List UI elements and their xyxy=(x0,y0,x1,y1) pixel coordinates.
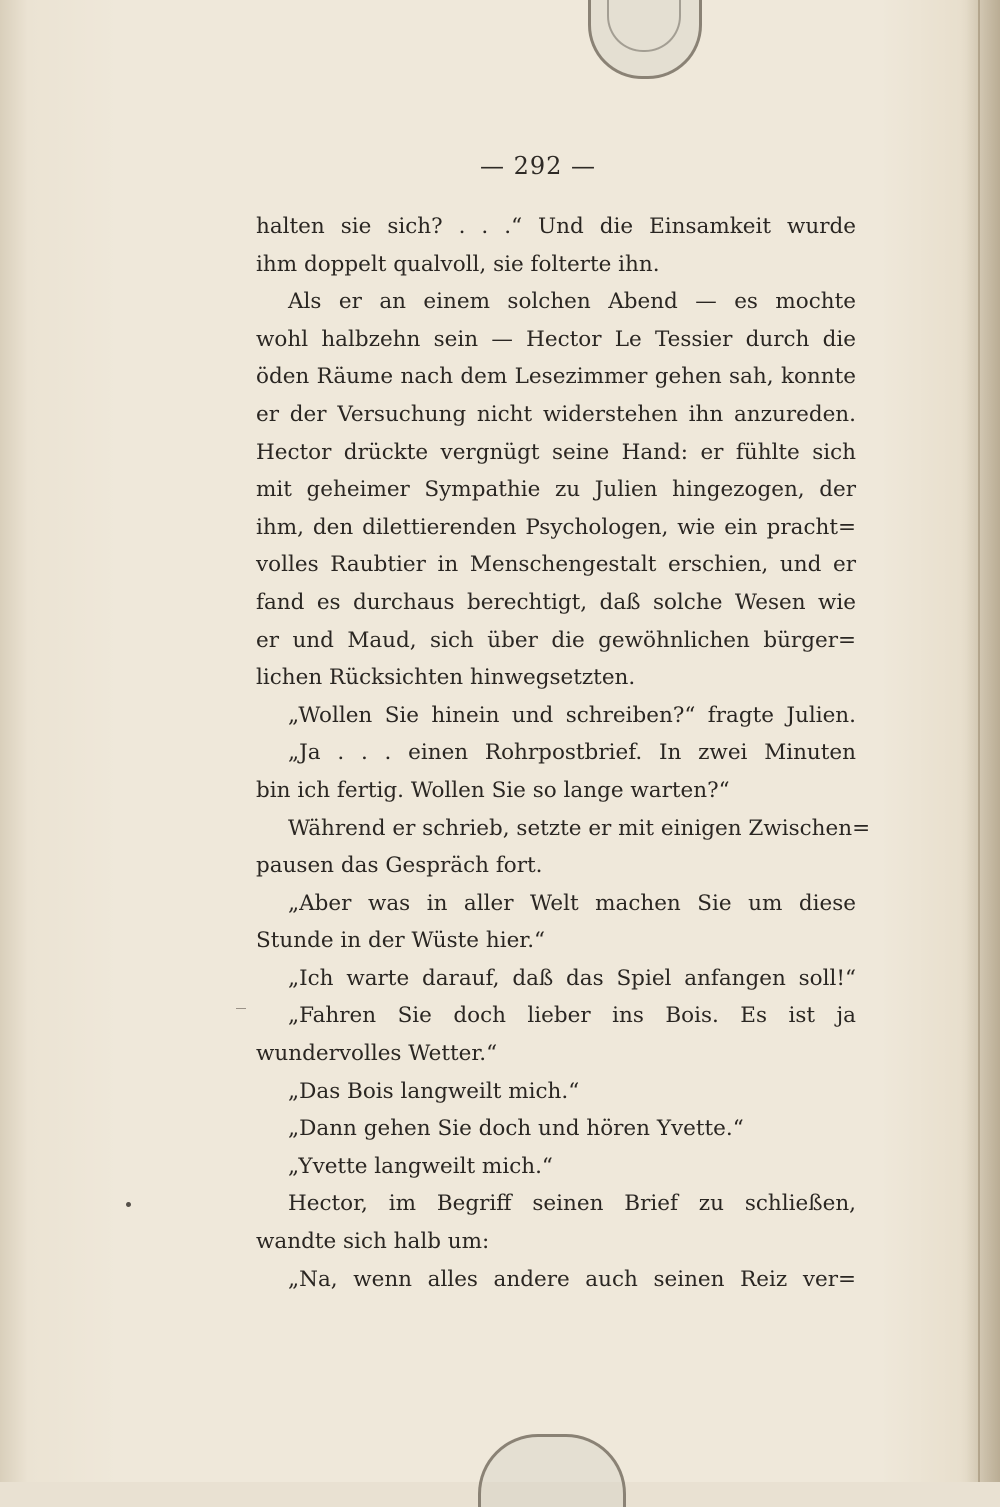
bottom-clip-mark xyxy=(478,1434,626,1507)
text-line: er der Versuchung nicht widerstehen ihn anzureden. xyxy=(256,401,856,427)
text-line: „Das Bois langweilt mich.“ xyxy=(288,1078,580,1104)
text-line: mit geheimer Sympathie zu Julien hingezogen, der xyxy=(256,477,856,503)
text-line: er und Maud, sich über die gewöhnlichen bürger= xyxy=(256,627,856,653)
page-edge-shadow xyxy=(966,0,1000,1482)
text-line: „Dann gehen Sie doch und hören Yvette.“ xyxy=(288,1116,744,1142)
text-line: „Ja . . . einen Rohrpostbrief. In zwei Minuten xyxy=(288,740,856,766)
text-line: ihm doppelt qualvoll, sie folterte ihn. xyxy=(256,251,660,277)
text-line: wohl halbzehn sein — Hector Le Tessier durch die xyxy=(256,326,856,352)
text-line: wundervolles Wetter.“ xyxy=(256,1041,498,1067)
text-line: „Fahren Sie doch lieber ins Bois. Es ist ja xyxy=(288,1003,856,1029)
top-clip-mark xyxy=(588,0,702,79)
text-line: „Yvette langweilt mich.“ xyxy=(288,1153,553,1179)
text-line: öden Räume nach dem Lesezimmer gehen sah, konnte xyxy=(256,364,856,390)
text-line: „Ich warte darauf, daß das Spiel anfangen soll!“ xyxy=(288,965,856,991)
top-clip-inner xyxy=(607,0,681,52)
text-line: „Aber was in aller Welt machen Sie um diese xyxy=(288,890,856,916)
text-line: wandte sich halb um: xyxy=(256,1229,490,1255)
text-line: bin ich fertig. Wollen Sie so lange warten?“ xyxy=(256,777,730,803)
text-line: Stunde in der Wüste hier.“ xyxy=(256,928,546,954)
page-edge-stripe xyxy=(978,0,980,1482)
text-line: ihm, den dilettierenden Psychologen, wie ein pracht= xyxy=(256,514,856,540)
page-number: — 292 — xyxy=(479,152,597,180)
text-line: pausen das Gespräch fort. xyxy=(256,853,543,879)
text-line: Hector, im Begriff seinen Brief zu schließen, xyxy=(288,1191,856,1217)
text-line: halten sie sich? . . .“ Und die Einsamkeit wurde xyxy=(256,214,856,239)
text-line: lichen Rücksichten hinwegsetzten. xyxy=(256,665,636,691)
text-line: Hector drückte vergnügt seine Hand: er fühlte sich xyxy=(256,439,856,465)
text-line: Als er an einem solchen Abend — es mochte xyxy=(288,289,856,315)
text-line: „Na, wenn alles andere auch seinen Reiz ver= xyxy=(288,1266,856,1292)
margin-dot xyxy=(126,1202,131,1207)
text-line: Während er schrieb, setzte er mit einigen Zwischen= xyxy=(288,815,871,841)
text-line: fand es durchaus berechtigt, daß solche Wesen wie xyxy=(256,589,856,615)
text-line: volles Raubtier in Menschengestalt erschien, und er xyxy=(256,552,856,578)
body-text xyxy=(256,208,871,1298)
text-line: „Wollen Sie hinein und schreiben?“ fragte Julien. xyxy=(288,702,856,728)
margin-dash xyxy=(236,1008,246,1009)
